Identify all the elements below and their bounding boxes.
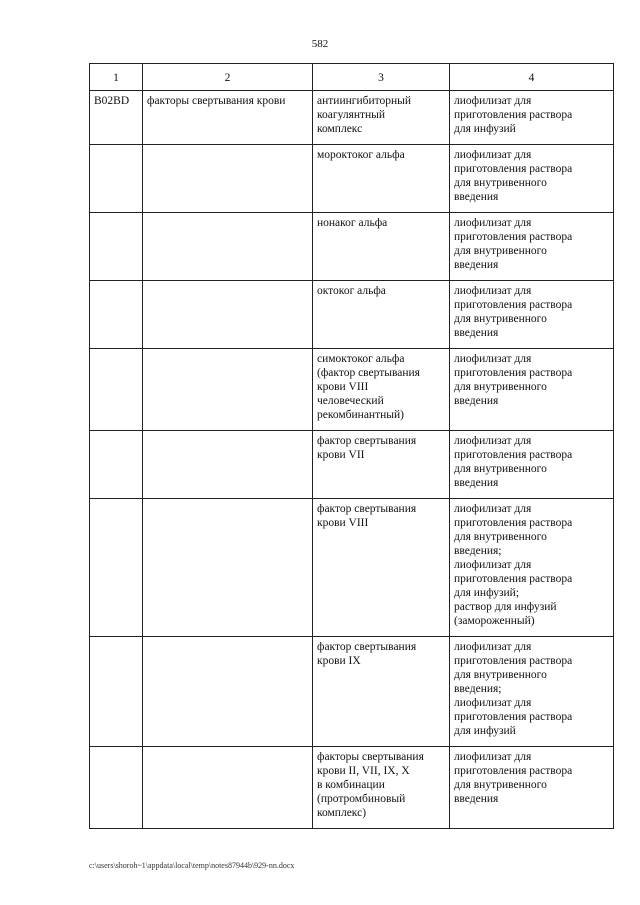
group-cell — [143, 499, 313, 637]
dosage-form-cell — [450, 349, 614, 431]
substance-name: антиингибиторный коагулянтный комплекс — [317, 95, 412, 135]
dosage-form: лиофилизат для приготовления раствора для внутривенного введения; лиофилизат для приготовления раствора для инфузий; раствор для инфузий (замороженный) — [454, 503, 573, 627]
table-row — [90, 499, 614, 637]
column-header-4: 4 — [450, 64, 614, 91]
substance-name: мороктоког альфа — [317, 149, 405, 161]
substance-name: октоког альфа — [317, 285, 386, 297]
dosage-form: лиофилизат для приготовления раствора для внутривенного введения — [454, 353, 573, 407]
group-cell — [143, 349, 313, 431]
substance-cell — [313, 349, 450, 431]
table-row — [90, 213, 614, 281]
table-row — [90, 747, 614, 829]
table-row — [90, 431, 614, 499]
dosage-form: лиофилизат для приготовления раствора для внутривенного введения — [454, 751, 573, 805]
table-row — [90, 281, 614, 349]
atc-code-cell — [90, 431, 143, 499]
substance-cell — [313, 431, 450, 499]
atc-code-cell — [90, 747, 143, 829]
substance-cell — [313, 281, 450, 349]
dosage-form-cell — [450, 281, 614, 349]
atc-code-cell — [90, 281, 143, 349]
dosage-form-cell — [450, 213, 614, 281]
dosage-form: лиофилизат для приготовления раствора для внутривенного введения — [454, 285, 573, 339]
substance-cell — [313, 637, 450, 747]
dosage-form: лиофилизат для приготовления раствора для внутривенного введения — [454, 217, 573, 271]
dosage-form: лиофилизат для приготовления раствора для внутривенного введения — [454, 435, 573, 489]
substance-cell — [313, 145, 450, 213]
group-cell — [143, 145, 313, 213]
atc-code-cell — [90, 637, 143, 747]
dosage-form-cell — [450, 91, 614, 145]
page-number: 582 — [311, 38, 329, 50]
group-cell — [143, 91, 313, 145]
dosage-form-cell — [450, 747, 614, 829]
dosage-form-cell — [450, 145, 614, 213]
group-cell — [143, 747, 313, 829]
dosage-form-cell — [450, 431, 614, 499]
substance-name: факторы свертывания крови II, VII, IX, X в комбинации (протромбиновый комплекс) — [317, 751, 424, 819]
group-cell — [143, 637, 313, 747]
atc-code-cell — [90, 349, 143, 431]
column-header-3: 3 — [313, 64, 450, 91]
substance-name: фактор свертывания крови VIII — [317, 503, 417, 529]
atc-code-cell — [90, 499, 143, 637]
dosage-form-cell — [450, 637, 614, 747]
substance-name: нонаког альфа — [317, 217, 388, 229]
dosage-form-cell — [450, 499, 614, 637]
group-cell — [143, 213, 313, 281]
group-cell — [143, 431, 313, 499]
substance-name: симоктоког альфа (фактор свертывания крови VIII человеческий рекомбинантный) — [317, 353, 420, 421]
file-path-footer: c:\users\shoroh~1\appdata\local\temp\notes87944b\929-nn.docx — [89, 861, 295, 870]
substance-cell — [313, 499, 450, 637]
table-header-row — [90, 64, 614, 91]
column-header-2: 2 — [143, 64, 313, 91]
dosage-form: лиофилизат для приготовления раствора для внутривенного введения — [454, 149, 573, 203]
atc-code-cell — [90, 145, 143, 213]
group-name: факторы свертывания крови — [147, 95, 286, 107]
substance-name: фактор свертывания крови VII — [317, 435, 417, 461]
table-row — [90, 637, 614, 747]
table-row — [90, 91, 614, 145]
substance-name: фактор свертывания крови IX — [317, 641, 417, 667]
table-row — [90, 349, 614, 431]
drug-table — [89, 63, 614, 829]
atc-code: B02BD — [94, 95, 130, 107]
atc-code-cell — [90, 213, 143, 281]
group-cell — [143, 281, 313, 349]
substance-cell — [313, 91, 450, 145]
dosage-form: лиофилизат для приготовления раствора для внутривенного введения; лиофилизат для приготовления раствора для инфузий — [454, 641, 573, 737]
table-row — [90, 145, 614, 213]
dosage-form: лиофилизат для приготовления раствора для инфузий — [454, 95, 573, 135]
substance-cell — [313, 213, 450, 281]
column-header-1: 1 — [90, 64, 143, 91]
substance-cell — [313, 747, 450, 829]
atc-code-cell — [90, 91, 143, 145]
